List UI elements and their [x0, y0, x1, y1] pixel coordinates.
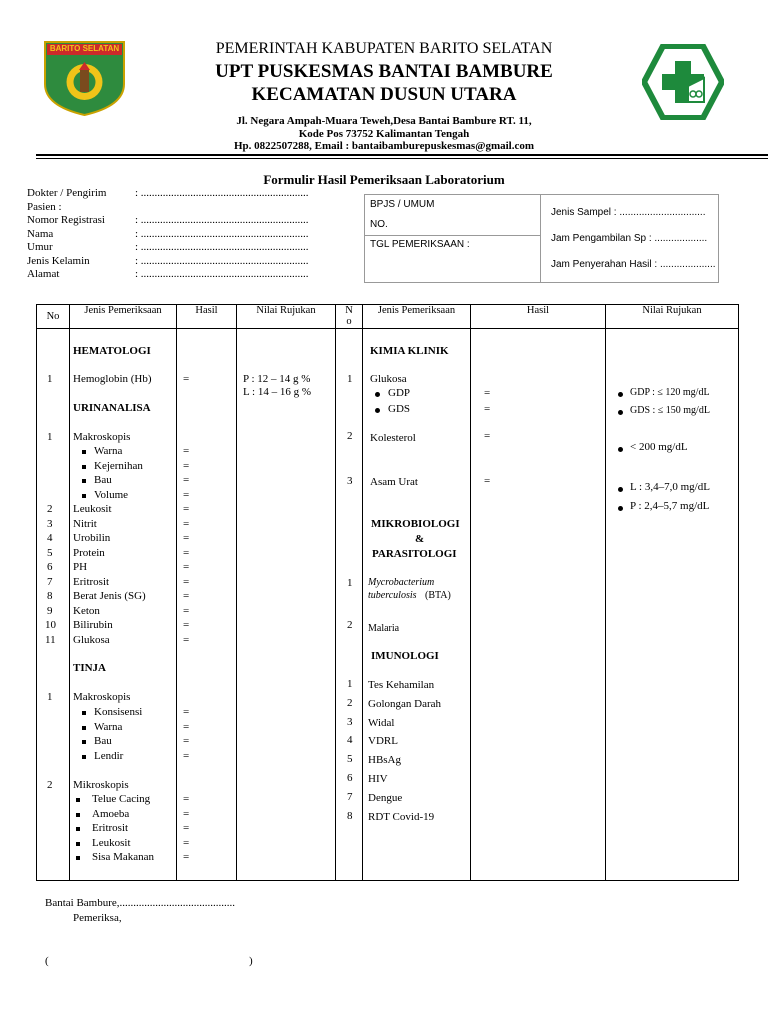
result-equals: = [183, 793, 190, 805]
bullet-square-icon [82, 479, 86, 483]
test-item: PH [73, 561, 88, 573]
bullet-square-icon [76, 813, 80, 817]
test-item: Eritrosit [73, 575, 110, 588]
result-equals: = [183, 735, 190, 747]
test-subitem: Lendir [94, 749, 124, 762]
patient-field-label: Nama [27, 227, 54, 240]
result-equals: = [183, 445, 190, 457]
header-line2: UPT PUSKESMAS BANTAI BAMBURE [215, 61, 553, 82]
section-kimia-klinik: KIMIA KLINIK [370, 345, 449, 357]
row-number: 1 [347, 577, 353, 589]
test-subitem: Sisa Makanan [92, 851, 155, 863]
patient-field-label: Nomor Registrasi [27, 214, 105, 226]
ref-hb-p: P : 12 – 14 g % [243, 373, 311, 385]
row-number: 8 [47, 590, 53, 602]
patient-field-label: Dokter / Pengirim [27, 187, 107, 199]
bullet-square-icon [82, 450, 86, 454]
patient-field-value: : ............................................................. [135, 268, 309, 280]
jenis-sampel-label: Jenis Sampel : ............................... [551, 207, 706, 218]
header-divider [36, 154, 768, 156]
ref-asam-urat-l: L : 3,4–7,0 mg/dL [630, 481, 710, 493]
bullet-dot-icon [618, 506, 623, 511]
row-number: 3 [347, 715, 353, 728]
row-number: 6 [347, 772, 353, 784]
result-equals: = [183, 706, 190, 718]
bpjs-label: BPJS / UMUM [370, 199, 435, 210]
bullet-square-icon [82, 465, 86, 469]
col-hasil-right: Hasil [471, 305, 606, 329]
row-number: 1 [347, 678, 353, 690]
test-kolesterol: Kolesterol [370, 432, 416, 444]
bullet-dot-icon [375, 408, 380, 413]
test-asam-urat: Asam Urat [370, 476, 418, 488]
result-equals: = [183, 590, 190, 602]
test-bta-suffix: (BTA) [425, 590, 451, 601]
test-item: Protein [73, 546, 105, 559]
signature-open: ( [45, 955, 49, 967]
jam-penyerahan-label: Jam Penyerahan Hasil : .................... [551, 259, 716, 270]
section-ampersand: & [415, 533, 425, 545]
result-equals: = [183, 575, 190, 588]
test-subitem: Amoeba [92, 807, 130, 820]
bullet-square-icon [76, 856, 80, 860]
result-equals: = [183, 546, 190, 559]
test-item: Leukosit [73, 503, 112, 515]
test-item: HBsAg [368, 754, 402, 767]
test-item: Bilirubin [73, 619, 113, 631]
patient-field-label: Alamat [27, 268, 60, 280]
test-bta-name2: tuberculosis [368, 590, 417, 601]
col-hasil: Hasil [177, 305, 237, 329]
test-makroskopis: Makroskopis [73, 691, 131, 703]
patient-field-value: : ............................................................. [135, 227, 309, 240]
patient-field-value: : ............................................................. [135, 241, 309, 253]
row-number: 2 [347, 696, 353, 709]
row-number: 7 [347, 790, 353, 803]
bullet-dot-icon [375, 392, 380, 397]
section-parasitologi: PARASITOLOGI [372, 548, 457, 560]
patient-field-label: Umur [27, 241, 53, 253]
patient-field-value: : ............................................................. [135, 187, 309, 199]
col-no: No [37, 305, 70, 329]
row-number: 2 [347, 430, 353, 442]
test-subitem: Warna [94, 445, 123, 457]
tgl-pemeriksaan-label: TGL PEMERIKSAAN : [370, 239, 470, 250]
row-number: 1 [347, 373, 353, 385]
row-number: 3 [347, 475, 353, 487]
row-number: 9 [47, 604, 53, 617]
test-item: Berat Jenis (SG) [73, 590, 146, 602]
row-number: 11 [45, 633, 56, 646]
row-number: 3 [47, 517, 53, 530]
regency-logo-text: BARITO SELATAN [49, 44, 120, 53]
signature-close: ) [249, 955, 253, 967]
result-equals: = [183, 604, 190, 617]
test-subitem: Kejernihan [94, 459, 143, 472]
row-number: 7 [47, 575, 53, 588]
result-equals: = [183, 517, 190, 530]
test-subitem: Volume [94, 488, 129, 501]
result-equals: = [484, 387, 491, 399]
section-tinja: TINJA [73, 662, 107, 674]
test-item: Urobilin [73, 532, 111, 544]
bullet-square-icon [76, 827, 80, 831]
bullet-dot-icon [618, 487, 623, 492]
result-equals: = [183, 807, 190, 820]
result-equals: = [183, 488, 190, 501]
test-hemoglobin: Hemoglobin (Hb) [73, 373, 152, 385]
patient-field-value: : ............................................................. [135, 254, 309, 267]
test-subitem: Bau [94, 735, 112, 747]
section-imunologi: IMUNOLOGI [371, 650, 439, 662]
test-makroskopis: Makroskopis [73, 431, 131, 443]
section-urinalisa: URINANALISA [73, 402, 151, 414]
test-subitem: Leukosit [92, 836, 131, 849]
row-number: 2 [47, 503, 53, 515]
row-number: 2 [347, 619, 353, 631]
row-number: 10 [45, 619, 56, 631]
test-gds: GDS [388, 403, 411, 415]
test-item: Dengue [368, 791, 403, 804]
section-mikrobiologi: MIKROBIOLOGI [371, 518, 460, 530]
test-mikroskopis: Mikroskopis [73, 779, 129, 791]
result-equals: = [183, 532, 190, 544]
result-equals: = [183, 851, 190, 863]
row-number: 1 [47, 431, 53, 443]
form-title: Formulir Hasil Pemeriksaan Laboratorium [263, 172, 505, 187]
test-item: Keton [73, 604, 100, 617]
bullet-dot-icon [618, 392, 623, 397]
header-line1: PEMERINTAH KABUPATEN BARITO SELATAN [215, 40, 553, 57]
no-label: NO. [370, 219, 388, 230]
test-item: Glukosa [73, 633, 110, 646]
bullet-square-icon [76, 842, 80, 846]
address-line2: Kode Pos 73752 Kalimantan Tengah [298, 128, 470, 140]
result-equals: = [484, 403, 491, 415]
test-bta-name: Mycrobacterium [368, 577, 435, 588]
test-gdp: GDP [388, 387, 411, 399]
result-equals: = [183, 619, 190, 631]
bullet-dot-icon [618, 447, 623, 452]
row-number: 4 [47, 532, 53, 544]
test-glukosa: Glukosa [370, 373, 407, 385]
test-item: Nitrit [73, 517, 97, 530]
ref-gds: GDS : ≤ 150 mg/dL [630, 405, 710, 416]
col-jenis-right: Jenis Pemeriksaan [363, 305, 471, 329]
test-item: RDT Covid-19 [368, 810, 435, 823]
test-item: Widal [368, 716, 395, 729]
address-line1: Jl. Negara Ampah-Muara Teweh,Desa Bantai Bambure RT. 11, [236, 115, 532, 127]
result-equals: = [183, 459, 190, 472]
header-divider-thin [36, 158, 768, 159]
ref-kolesterol: < 200 mg/dL [630, 441, 688, 453]
bullet-square-icon [82, 726, 86, 730]
footer-place-date: Bantai Bambure,.......................................... [45, 897, 236, 909]
bullet-dot-icon [618, 410, 623, 415]
col-rujukan-right: Nilai Rujukan [606, 305, 739, 329]
test-subitem: Konsisensi [94, 706, 143, 718]
result-equals: = [183, 822, 190, 834]
col-rujukan: Nilai Rujukan [237, 305, 336, 329]
result-equals: = [183, 749, 190, 762]
bullet-square-icon [82, 494, 86, 498]
row-number: 2 [47, 779, 53, 791]
result-equals: = [484, 475, 491, 487]
bullet-square-icon [76, 798, 80, 802]
result-equals: = [183, 561, 190, 573]
row-number: 1 [47, 373, 53, 385]
jam-pengambilan-label: Jam Pengambilan Sp : ................... [551, 233, 708, 244]
bullet-square-icon [82, 711, 86, 715]
ref-gdp: GDP : ≤ 120 mg/dL [630, 387, 710, 398]
footer-pemeriksa: Pemeriksa, [73, 912, 122, 924]
test-subitem: Eritrosit [92, 822, 129, 834]
result-equals: = [183, 836, 190, 849]
result-equals: = [183, 633, 190, 646]
col-jenis: Jenis Pemeriksaan [70, 305, 177, 329]
bullet-square-icon [82, 755, 86, 759]
address-line3: Hp. 0822507288, Email : bantaibamburepuskesmas@gmail.com [233, 140, 535, 152]
row-number: 8 [347, 809, 353, 822]
test-item: Golongan Darah [368, 697, 442, 710]
patient-field-label: Jenis Kelamin [27, 254, 90, 267]
test-subitem: Bau [94, 474, 112, 486]
result-equals: = [183, 720, 190, 733]
patient-field-value: : ............................................................. [135, 214, 309, 226]
ref-asam-urat-p: P : 2,4–5,7 mg/dL [630, 500, 710, 512]
patient-field-label: Pasien : [27, 200, 62, 213]
test-item: VDRL [368, 735, 398, 748]
result-equals: = [183, 474, 190, 486]
section-hematologi: HEMATOLOGI [73, 345, 151, 357]
ref-hb-l: L : 14 – 16 g % [243, 386, 312, 398]
row-number: 1 [47, 691, 53, 703]
result-equals: = [183, 503, 190, 515]
row-number: 4 [347, 734, 353, 747]
info-box [364, 194, 719, 283]
result-equals: = [484, 430, 491, 442]
bullet-square-icon [82, 740, 86, 744]
header-line3: KECAMATAN DUSUN UTARA [251, 84, 517, 105]
test-item: Tes Kehamilan [368, 679, 435, 691]
col-no-right: N o [336, 305, 363, 329]
test-item: HIV [368, 773, 388, 785]
result-equals: = [183, 373, 190, 385]
row-number: 6 [47, 561, 53, 573]
row-number: 5 [347, 753, 353, 766]
test-subitem: Warna [94, 720, 123, 733]
test-subitem: Telue Cacing [92, 793, 151, 805]
row-number: 5 [47, 546, 53, 559]
test-malaria: Malaria [368, 623, 400, 634]
